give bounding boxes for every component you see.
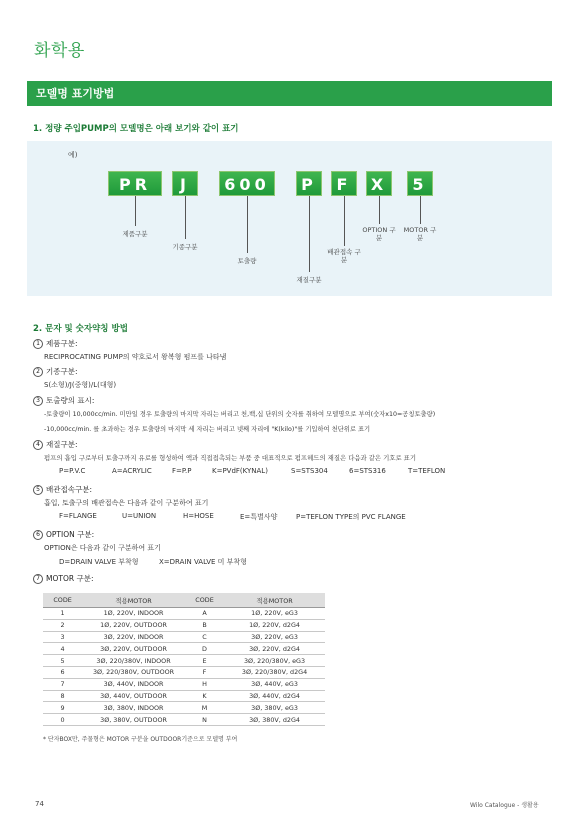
table-cell: 3Ø, 220V, INDOOR [82,631,185,643]
section-banner [27,81,552,106]
table-row [43,631,325,643]
item-motor-title: 7 MOTOR 구분: [33,573,93,584]
connector-line [135,196,136,226]
material-code: P=P.V.C [59,467,86,475]
material-code: S=STS304 [291,467,328,475]
table-cell: 3Ø, 440V, OUTDOOR [82,690,185,702]
item-option-text: OPTION은 다음과 같이 구분하여 표기 [44,544,161,552]
table-cell: 1Ø, 220V, OUTDOOR [82,619,185,631]
material-code: F=P.P [172,467,192,475]
model-diagram [27,141,552,296]
example-label: 예) [68,151,78,159]
item-material-title: 4 재질구분: [33,439,78,450]
table-cell: 3Ø, 380V, d2G4 [224,714,325,726]
code-box-motor: 5 [407,171,433,196]
item-discharge-title: 3 토출량의 표시: [33,395,94,406]
table-cell: 8 [43,690,82,702]
item-product-title: 1 제품구분: [33,338,78,349]
table-cell: 1 [43,608,82,620]
table-cell: N [185,714,224,726]
code-box-option: X [366,171,392,196]
table-cell: 1Ø, 220V, d2G4 [224,619,325,631]
category-title: 화학용 [34,41,85,61]
item-product-text: RECIPROCATING PUMP의 약호로서 왕복형 펌프를 나타냄 [44,353,227,361]
connector-line [309,196,310,272]
material-code: T=TEFLON [408,467,446,475]
code-box-discharge: 600 [219,171,275,196]
table-row [43,643,325,655]
motor-table [43,593,325,726]
table-cell: F [185,666,224,678]
label-product: 제품구분 [122,230,148,238]
table-cell: E [185,655,224,667]
table-cell: C [185,631,224,643]
table-cell: 3Ø, 220V, eG3 [224,631,325,643]
label-machine: 기종구분 [172,243,198,251]
table-cell: 5 [43,655,82,667]
option-code: D=DRAIN VALVE 부착형 [59,558,139,566]
connection-code: P=TEFLON TYPE의 PVC FLANGE [296,513,406,521]
label-material: 재질구분 [296,276,322,284]
table-row [43,714,325,726]
table-row [43,608,325,620]
item-machine-text: S(소형)/J(중형)/L(대형) [44,381,117,389]
col-header: 적용MOTOR [82,593,185,608]
table-cell: 1Ø, 220V, eG3 [224,608,325,620]
item-connection-text: 흡입, 토출구의 배관접속은 다음과 같이 구분하여 표기 [44,499,209,507]
table-cell: M [185,702,224,714]
connector-line [247,196,248,253]
table-cell: 3Ø, 220/380V, d2G4 [224,666,325,678]
table-cell: 2 [43,619,82,631]
table-cell: 3Ø, 220V, OUTDOOR [82,643,185,655]
table-cell: 3Ø, 380V, INDOOR [82,702,185,714]
item-connection-title: 5 배관접속구분: [33,484,92,495]
table-cell: 6 [43,666,82,678]
table-row [43,666,325,678]
connector-line [379,196,380,224]
table-row [43,702,325,714]
table-cell: 0 [43,714,82,726]
table-cell: K [185,690,224,702]
material-code: 6=STS316 [349,467,386,475]
table-row [43,690,325,702]
table-cell: 3Ø, 440V, d2G4 [224,690,325,702]
table-row [43,619,325,631]
table-row [43,678,325,690]
connector-line [344,196,345,246]
table-cell: 9 [43,702,82,714]
table-cell: 3Ø, 220/380V, eG3 [224,655,325,667]
connector-line [185,196,186,239]
connection-code: U=UNION [122,512,157,520]
table-cell: 3Ø, 440V, INDOOR [82,678,185,690]
table-cell: 1Ø, 220V, INDOOR [82,608,185,620]
table-cell: 7 [43,678,82,690]
table-cell: 3Ø, 440V, eG3 [224,678,325,690]
material-code: A=ACRYLIC [112,467,152,475]
code-box-product: PR [108,171,162,196]
table-cell: 3Ø, 380V, eG3 [224,702,325,714]
item-discharge-text-2: -10,000cc/min. 를 초과하는 경우 토출량의 마지막 세 자리는 버리고 넷째 자리에 "K(kilo)"를 기입하여 천단위로 표기 [44,426,371,433]
footer-text: Wilo Catalogue - 생활용 [470,802,539,809]
label-discharge: 토출량 [237,257,257,265]
connection-code: H=HOSE [183,512,214,520]
item-option-title: 6 OPTION 구분: [33,529,94,540]
item-machine-title: 2 기종구분: [33,366,78,377]
table-row [43,655,325,667]
item-material-text: 펌프의 흡입 구로부터 토출구까지 유로를 형성하여 액과 직접접촉되는 부품 중 대표적으로 펌프헤드의 재질은 다음과 같은 기호로 표기 [44,454,417,462]
footnote: * 단자BOX만, 주물형은 MOTOR 구분을 OUTDOOR기준으로 모델명 부여 [43,736,238,743]
table-cell: 4 [43,643,82,655]
code-box-material: P [296,171,322,196]
table-cell: D [185,643,224,655]
code-box-connection: F [331,171,357,196]
col-header: CODE [185,593,224,608]
table-header-row [43,593,325,608]
connector-line [420,196,421,224]
banner-title: 모델명 표기방법 [36,87,115,100]
table-cell: 3Ø, 380V, OUTDOOR [82,714,185,726]
table-cell: 3Ø, 220V, d2G4 [224,643,325,655]
connection-code: E=특별사양 [240,513,278,521]
table-cell: 3Ø, 220/380V, OUTDOOR [82,666,185,678]
table-cell: B [185,619,224,631]
col-header: 적용MOTOR [224,593,325,608]
col-header: CODE [43,593,82,608]
table-cell: 3Ø, 220/380V, INDOOR [82,655,185,667]
label-connection: 배관접속 구분 [327,248,361,264]
material-code: K=PVdF(KYNAL) [212,467,268,475]
table-cell: A [185,608,224,620]
section1-heading: 1. 정량 주입PUMP의 모델명은 아래 보기와 같이 표기 [33,124,239,134]
table-cell: 3 [43,631,82,643]
option-code: X=DRAIN VALVE 미 부착형 [159,558,247,566]
label-motor: MOTOR 구분 [403,226,437,242]
table-cell: H [185,678,224,690]
section2-heading: 2. 문자 및 숫자약칭 방법 [33,324,128,334]
code-box-machine: J [172,171,198,196]
page-number: 74 [35,800,44,808]
label-option: OPTION 구분 [362,226,396,242]
connection-code: F=FLANGE [59,512,97,520]
item-discharge-text-1: -토출량이 10,000cc/min. 미만일 경우 토출량의 마지막 자리는 버리고 천,백,십 단위의 숫자를 취하여 모델명으로 부여(숫자x10=공칭토출량) [44,411,436,418]
